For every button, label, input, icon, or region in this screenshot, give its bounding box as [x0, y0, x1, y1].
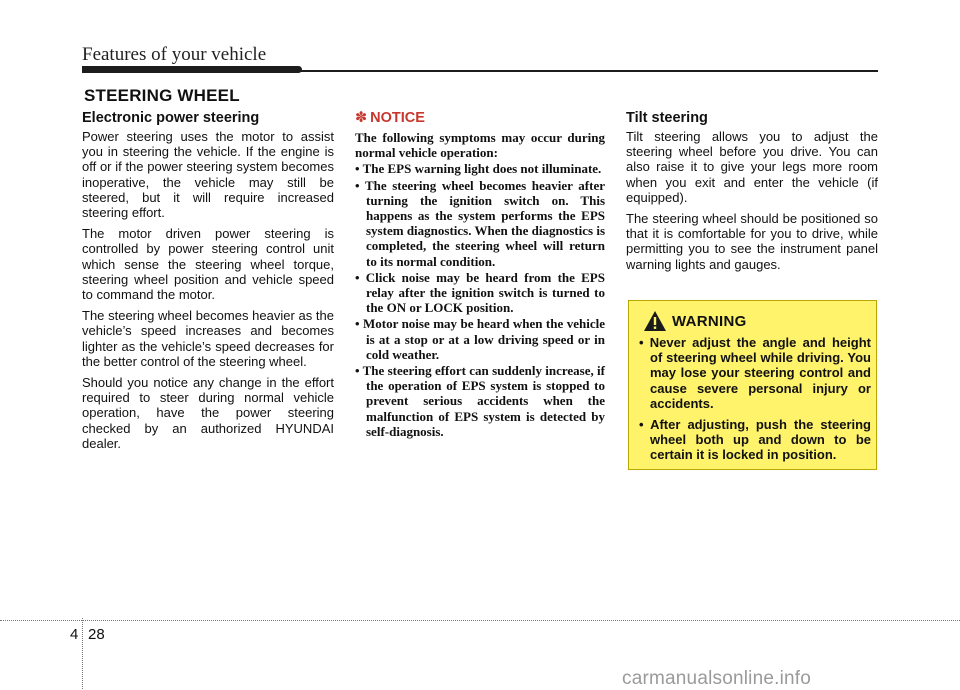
notice-intro: The following symptoms may occur during normal vehicle operation:	[355, 130, 605, 161]
watermark: carmanualsonline.info	[622, 668, 812, 689]
warning-item: • After adjusting, push the steering wheel both up and down to be certain it is locked in position.	[639, 417, 872, 463]
notice-section	[355, 110, 605, 440]
subheading-electronic-power-steering: Electronic power steering	[82, 110, 260, 126]
notice-item: • The EPS warning light does not illuminate.	[355, 161, 602, 177]
notice-item: • The steering wheel becomes heavier after turning the ignition switch on. This happens as the system performs the EPS system diagnostics. When the diagnostics is completed, the steering wheel will return to its normal condition.	[355, 177, 605, 269]
column-tilt-steering	[626, 110, 878, 278]
paragraph: The steering wheel should be positioned so that it is comfortable for you to drive, while permitting you to see the instrument panel warning lights and gauges.	[626, 211, 878, 272]
subheading-tilt-steering: Tilt steering	[626, 110, 708, 126]
warning-header	[643, 310, 747, 332]
notice-body	[355, 130, 605, 439]
notice-list	[355, 161, 605, 439]
warning-item: • Never adjust the angle and height of steering wheel while driving. You may lose your steering control and cause severe personal injury or accidents.	[639, 335, 871, 411]
warning-triangle-icon	[643, 310, 667, 332]
notice-item: • Click noise may be heard from the EPS relay after the ignition switch is turned to the ON or LOCK position.	[355, 269, 605, 316]
notice-title	[355, 110, 605, 126]
section-number: 4	[70, 626, 79, 643]
paragraph: Power steering uses the motor to assist you in steering the vehicle. If the engine is off or if the power steering system becomes inoperative, the vehicle may still be steered, but it will require increased steering effort.	[82, 129, 334, 221]
header-title: Features of your vehicle	[82, 44, 267, 65]
notice-item: • Motor noise may be heard when the vehicle is at a stop or at a low driving speed or in cold weather.	[355, 316, 605, 362]
warning-list	[639, 335, 871, 469]
header-rule	[300, 70, 878, 72]
paragraph: Tilt steering allows you to adjust the steering wheel before you drive. You can also raise it to give your legs more room when you exit and enter the vehicle (if equipped).	[626, 129, 878, 205]
notice-star-icon: ✽	[355, 110, 368, 126]
section-title: STEERING WHEEL	[84, 86, 240, 105]
header-bar	[82, 66, 302, 73]
footer-rule	[0, 620, 960, 621]
paragraph: The steering wheel becomes heavier as the vehicle’s speed increases and becomes lighter as the vehicle’s speed decreases for the better control of the steering wheel.	[82, 308, 334, 369]
notice-title-text: NOTICE	[370, 110, 425, 126]
page-number: 28	[88, 626, 105, 643]
notice-item: • The steering effort can suddenly increase, if the operation of EPS system is stopped to prevent serious accidents when the malfunction of EPS system is detected by self-diagnosis.	[355, 363, 605, 439]
paragraph: The motor driven power steering is controlled by power steering control unit which sense the steering wheel torque, steering wheel position and vehicle speed to command the motor.	[82, 226, 334, 303]
column-electronic-power-steering	[82, 110, 334, 457]
footer-divider	[82, 618, 84, 689]
paragraph: Should you notice any change in the effort required to steer during normal vehicle operation, have the power steering checked by an authorized HYUNDAI dealer.	[82, 375, 334, 451]
warning-title: WARNING	[672, 312, 747, 330]
warning-box	[628, 300, 877, 470]
